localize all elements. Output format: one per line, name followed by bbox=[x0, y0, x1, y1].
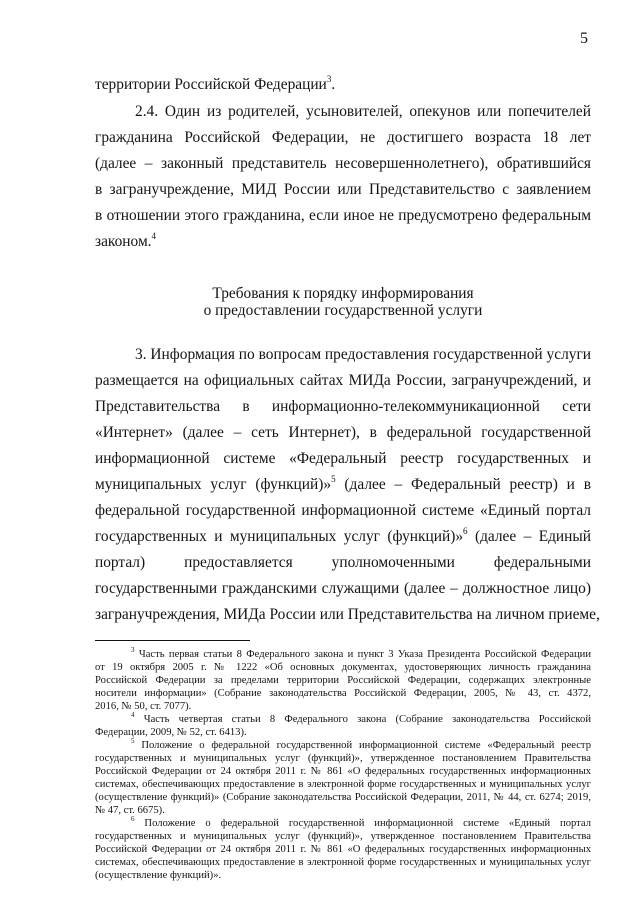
footnote-ref: 3 bbox=[326, 74, 332, 84]
footnote-5-line: системах, обеспечивающих предоставление в электронной форме государственных и муниципальных услуг bbox=[95, 779, 591, 790]
section-heading: Требования к порядку информирования bbox=[212, 285, 474, 302]
footnote-3-line: 2016, № 50, ст. 7077). bbox=[95, 701, 192, 712]
paragraph-2-4-line: в загранучреждение, МИД России или Представительство с заявлением bbox=[95, 181, 591, 198]
paragraph-3-line: информационной системе «Федеральный реестр государственных и bbox=[95, 450, 591, 467]
footnote-3-line: Российской Федерации за пределами территории Российской Федерации, содержащих электронные bbox=[95, 675, 591, 686]
footnote-6-line: государственных и муниципальных услуг (функций)», утвержденное постановлением Правительства bbox=[95, 831, 591, 842]
footnote-6-line: (осуществление функций)». bbox=[95, 870, 222, 881]
footnote-6-line: $^6$ Положение о федеральной государственной информационной системе «Единый портал bbox=[131, 815, 591, 829]
paragraph-3-line: загранучреждения, МИДа России или Представительства на личном приеме, bbox=[95, 606, 600, 623]
footnote-5-line: $^5$ Положение о федеральной государственной информационной системе «Федеральный реестр bbox=[131, 737, 591, 751]
body-line: территории Российской Федерации$^3$. bbox=[95, 74, 336, 93]
paragraph-3-line: портал) предоставляется уполномоченными федеральными bbox=[95, 554, 591, 571]
footnote-6-line: Российской Федерации от 24 октября 2011 г. № 861 «О федеральных государственных информационных bbox=[95, 844, 591, 855]
footnote-3-line: от 19 октября 2005 г. № 1222 «Об основных документах, удостоверяющих личность гражданина bbox=[95, 662, 591, 673]
paragraph-3-line: государственными гражданскими служащими (далее – должностное лицо) bbox=[95, 580, 591, 597]
section-heading: о предоставлении государственной услуги bbox=[203, 302, 483, 319]
footnote-3-line: носители информации» (Собрание законодательства Российской Федерации, 2005, № 43, ст. 4372, bbox=[95, 688, 591, 699]
paragraph-2-4-line: гражданина Российской Федерации, не достигшего возраста 18 лет bbox=[95, 129, 591, 146]
paragraph-2-4-line: в отношении этого гражданина, если иное не предусмотрено федеральным bbox=[95, 207, 591, 224]
footnote-5-line: Российской Федерации от 24 октября 2011 г. № 861 «О федеральных государственных информационных bbox=[95, 766, 591, 777]
paragraph-3-line: размещается на официальных сайтах МИДа России, загранучреждений, и bbox=[95, 372, 591, 389]
footnote-separator bbox=[95, 640, 250, 641]
paragraph-3-line: «Интернет» (далее – сеть Интернет), в федеральной государственной bbox=[95, 424, 591, 441]
paragraph-2-4-line: законом.$^4$ bbox=[95, 231, 157, 250]
paragraph-3-line: муниципальных услуг (функций)»$^5$ (далее – Федеральный реестр) и в bbox=[95, 474, 591, 493]
paragraph-2-4-line: (далее – законный представитель несовершеннолетнего), обратившийся bbox=[95, 155, 591, 172]
paragraph-3-line: федеральной государственной информационной системе «Единый портал bbox=[95, 502, 591, 519]
footnote-5-line: государственных и муниципальных услуг (функций)», утвержденное постановлением Правительства bbox=[95, 753, 591, 764]
footnote-4-line: $^4$ Часть четвертая статьи 8 Федерального закона (Собрание законодательства Российской bbox=[131, 711, 591, 725]
footnote-ref: 5 bbox=[331, 474, 336, 484]
footnote-6-line: системах, обеспечивающих предоставление в электронной форме государственных и муниципальных услуг bbox=[95, 857, 591, 868]
paragraph-3-line: государственных и муниципальных услуг (функций)»$^6$ (далее – Единый bbox=[95, 526, 591, 545]
footnote-3-line: $^3$ Часть первая статьи 8 Федерального закона и пункт 3 Указа Президента Российской Федерации bbox=[131, 646, 592, 660]
footnote-5-line: (осуществление функций)» (Собрание законодательства Российской Федерации, 2011, № 44, ст. 6274; 2019, bbox=[95, 792, 591, 803]
paragraph-3-line: Представительства в информационно-телекоммуникационной сети bbox=[95, 398, 591, 415]
footnote-5-line: № 47, ст. 6675). bbox=[95, 805, 165, 816]
footnote-4-line: Федерации, 2009, № 52, ст. 6413). bbox=[95, 727, 247, 738]
paragraph-3-line: 3. Информация по вопросам предоставления государственной услуги bbox=[135, 346, 591, 363]
footnote-ref: 6 bbox=[463, 526, 468, 536]
footnote-ref: 4 bbox=[151, 231, 157, 241]
paragraph-2-4-line: 2.4. Один из родителей, усыновителей, опекунов или попечителей bbox=[135, 103, 591, 120]
page-number: 5 bbox=[580, 30, 588, 47]
